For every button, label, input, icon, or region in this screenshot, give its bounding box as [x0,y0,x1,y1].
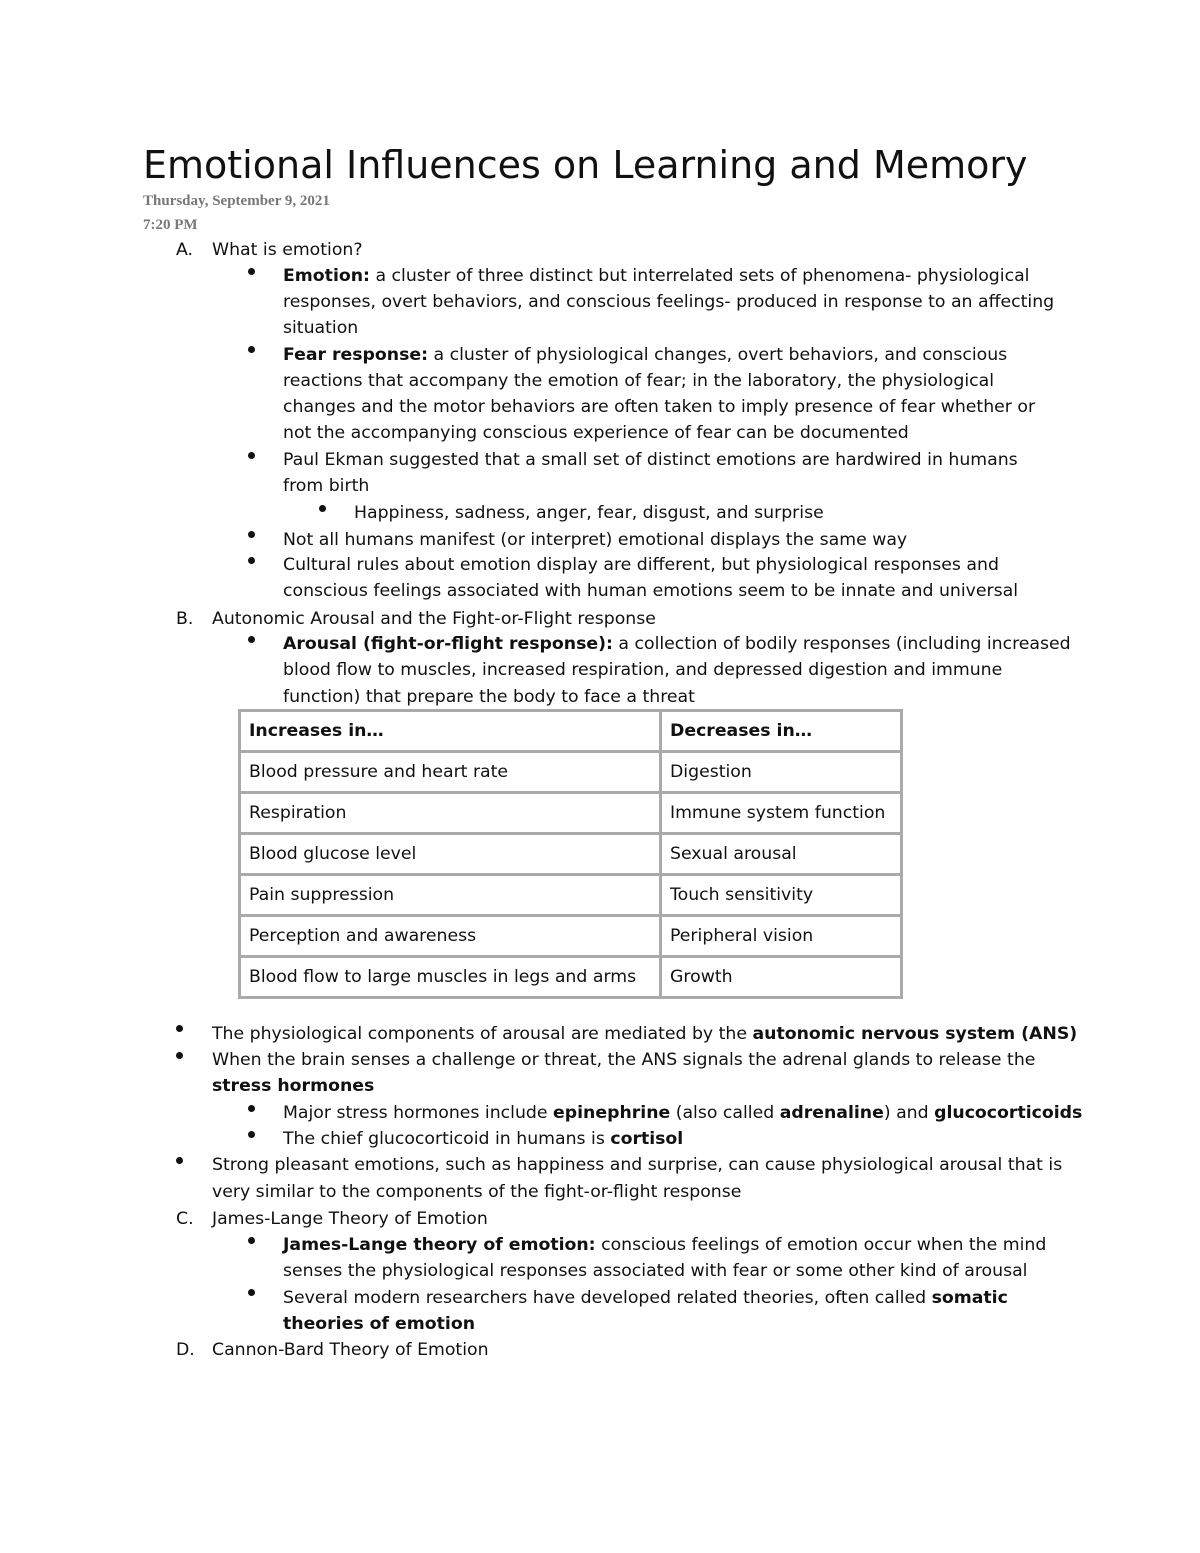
section-a-marker: A. [176,240,194,260]
page-title: Emotional Influences on Learning and Memory [143,143,1028,187]
list-item-continuation: changes and the motor behaviors are often taken to imply presence of fear whether or [283,397,1036,417]
section-d-heading: Cannon-Bard Theory of Emotion [212,1340,489,1360]
list-item-continuation: responses, overt behaviors, and conscious feelings- produced in response to an affecting [283,292,1055,312]
table-cell: Touch sensitivity [661,875,902,916]
bullet-icon [248,1289,255,1296]
table-cell: Blood flow to large muscles in legs and arms [240,957,661,998]
list-item-continuation: very similar to the components of the fight-or-flight response [212,1182,742,1202]
table-row [240,916,902,957]
term-stress-hormones: stress hormones [212,1076,375,1096]
term-somatic-theories: theories of emotion [283,1314,475,1334]
table-row [240,834,902,875]
term-arousal: Arousal (fight-or-flight response): [283,634,613,654]
bullet-icon [248,531,255,538]
table-cell: Sexual arousal [661,834,902,875]
sub-list-item: Happiness, sadness, anger, fear, disgust, and surprise [354,503,824,523]
list-item: Cultural rules about emotion display are different, but physiological responses and [283,555,999,575]
list-item: Paul Ekman suggested that a small set of distinct emotions are hardwired in humans [283,450,1018,470]
term-ans: autonomic nervous system (ANS) [752,1024,1078,1044]
sub-list-item: The chief glucocorticoid in humans is cortisol [283,1129,684,1149]
table-row [240,752,902,793]
bullet-icon [176,1052,183,1059]
bullet-icon [248,636,255,643]
table-cell: Growth [661,957,902,998]
table-cell: Immune system function [661,793,902,834]
list-item: Several modern researchers have developed related theories, often called somatic [283,1288,1008,1308]
list-item: James-Lange theory of emotion: conscious feelings of emotion occur when the mind [283,1235,1047,1255]
bullet-icon [248,557,255,564]
list-item-continuation: situation [283,318,359,338]
bullet-icon [248,1131,255,1138]
table-cell: Respiration [240,793,661,834]
table-row [240,957,902,998]
bullet-icon [319,505,326,512]
list-item: Emotion: a cluster of three distinct but interrelated sets of phenomena- physiological [283,266,1030,286]
list-item: Arousal (fight-or-flight response): a collection of bodily responses (including increased [283,634,1071,654]
list-item-continuation: not the accompanying conscious experience of fear can be documented [283,423,909,443]
section-c-marker: C. [176,1209,194,1229]
list-item-continuation [283,1311,475,1337]
table-header-cell: Decreases in… [661,711,902,752]
note-date: Thursday, September 9, 2021 [143,193,330,209]
list-item: Fear response: a cluster of physiological changes, overt behaviors, and conscious [283,345,1008,365]
list-item: The physiological components of arousal are mediated by the autonomic nervous system (ANS) [212,1024,1078,1044]
list-item-continuation: reactions that accompany the emotion of fear; in the laboratory, the physiological [283,371,995,391]
table-cell: Blood pressure and heart rate [240,752,661,793]
bullet-icon [176,1025,183,1032]
note-time: 7:20 PM [143,217,198,233]
section-a-heading: What is emotion? [212,240,363,260]
bullet-icon [248,1105,255,1112]
section-b-marker: B. [176,609,194,629]
table-header-row [240,711,902,752]
table-cell: Blood glucose level [240,834,661,875]
section-d-marker: D. [176,1340,195,1360]
section-c-heading: James-Lange Theory of Emotion [212,1209,488,1229]
table-row [240,875,902,916]
table-cell: Digestion [661,752,902,793]
list-item-continuation: conscious feelings associated with human emotions seem to be innate and universal [283,581,1019,601]
list-item-continuation: blood flow to muscles, increased respiration, and depressed digestion and immune [283,660,1003,680]
sub-list-item: Major stress hormones include epinephrine (also called adrenaline) and glucocorticoids [283,1103,1083,1123]
arousal-table [238,709,903,999]
bullet-icon [248,268,255,275]
list-item: Not all humans manifest (or interpret) emotional displays the same way [283,530,908,550]
term-cortisol: cortisol [610,1129,684,1149]
term-emotion: Emotion: [283,266,370,286]
list-item: When the brain senses a challenge or threat, the ANS signals the adrenal glands to release the [212,1050,1036,1070]
section-b-heading: Autonomic Arousal and the Fight-or-Flight response [212,609,656,629]
list-item-continuation: from birth [283,476,370,496]
bullet-icon [176,1157,183,1164]
list-item-continuation: senses the physiological responses associated with fear or some other kind of arousal [283,1261,1028,1281]
table-cell: Peripheral vision [661,916,902,957]
list-item-continuation [212,1073,374,1099]
list-item: Strong pleasant emotions, such as happiness and surprise, can cause physiological arousal that is [212,1155,1063,1175]
bullet-icon [248,346,255,353]
table-cell: Perception and awareness [240,916,661,957]
table-row [240,793,902,834]
list-item-continuation: function) that prepare the body to face a threat [283,687,695,707]
table-header-cell: Increases in… [240,711,661,752]
term-fear-response: Fear response: [283,345,429,365]
bullet-icon [248,452,255,459]
bullet-icon [248,1237,255,1244]
term-james-lange: James-Lange theory of emotion: [283,1235,596,1255]
table-cell: Pain suppression [240,875,661,916]
